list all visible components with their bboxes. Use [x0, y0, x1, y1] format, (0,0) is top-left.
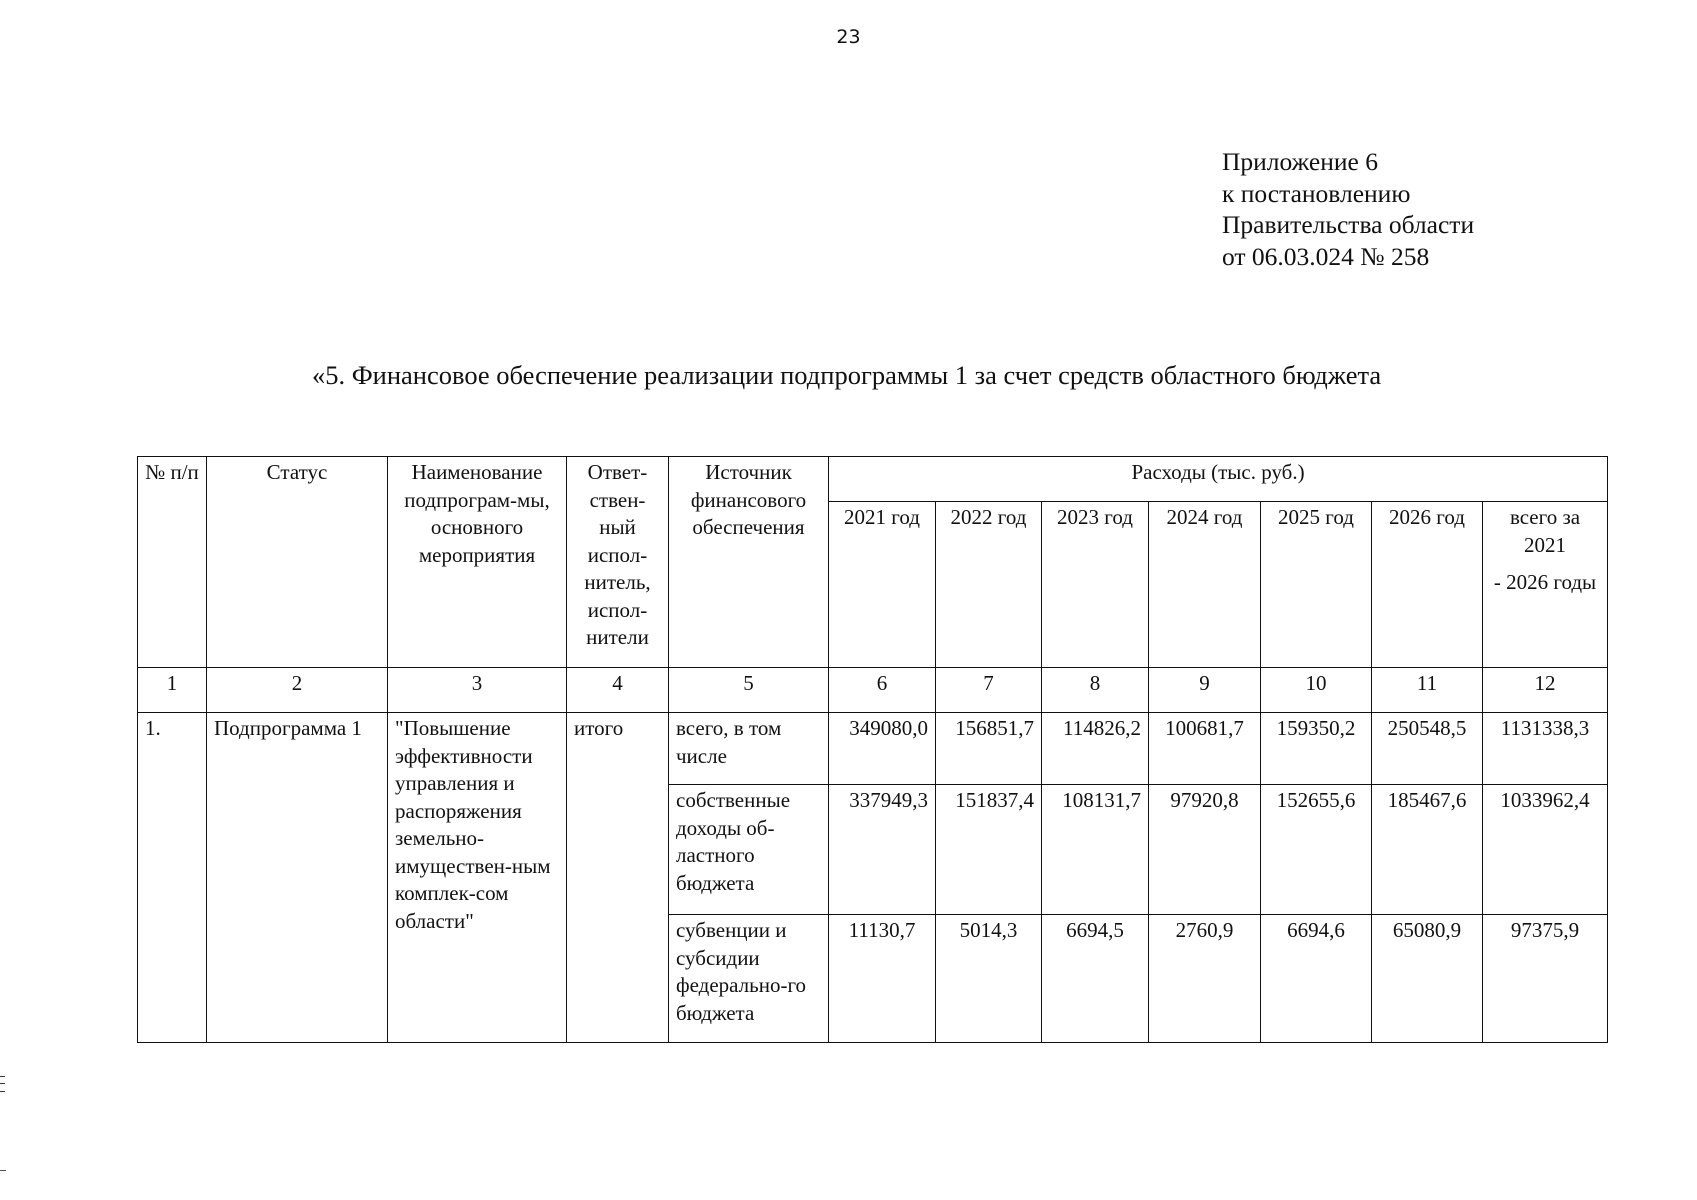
- row-value: 349080,0: [829, 713, 936, 785]
- row-value: 114826,2: [1042, 713, 1149, 785]
- row-value: 185467,6: [1372, 785, 1483, 915]
- column-number: 9: [1149, 668, 1261, 713]
- appendix-block: [1222, 146, 1474, 272]
- header-year: 2022 год: [936, 502, 1042, 668]
- appendix-line: Правительства области: [1222, 210, 1475, 239]
- column-number: 1: [138, 668, 207, 713]
- row-value: 65080,9: [1372, 915, 1483, 1043]
- header-year: 2025 год: [1261, 502, 1372, 668]
- financing-table: [137, 456, 1608, 1043]
- header-year: 2021 год: [829, 502, 936, 668]
- header-status: Статус: [207, 457, 388, 668]
- column-number: 11: [1372, 668, 1483, 713]
- row-value: 250548,5: [1372, 713, 1483, 785]
- header-year: 2024 год: [1149, 502, 1261, 668]
- header-total-line: - 2026 годы: [1493, 570, 1597, 594]
- row-value: 337949,3: [829, 785, 936, 915]
- column-number: 8: [1042, 668, 1149, 713]
- header-expenses: Расходы (тыс. руб.): [829, 457, 1608, 502]
- row-status: Подпрограмма 1: [207, 713, 388, 1043]
- row-value: 1033962,4: [1483, 785, 1608, 915]
- row-value: 97920,8: [1149, 785, 1261, 915]
- page-number: 23: [836, 26, 861, 48]
- row-value: 11130,7: [829, 915, 936, 1043]
- row-value: 108131,7: [1042, 785, 1149, 915]
- row-source: субвенции и субсидии федерально-го бюджета: [669, 915, 829, 1043]
- appendix-line: к постановлению: [1222, 178, 1411, 208]
- column-number: 10: [1261, 668, 1372, 713]
- header-year: 2023 год: [1042, 502, 1149, 668]
- header-total-line: всего за 2021: [1509, 505, 1581, 557]
- row-value: 6694,6: [1261, 915, 1372, 1043]
- row-value: 151837,4: [936, 785, 1042, 915]
- column-number: 7: [936, 668, 1042, 713]
- row-value: 2760,9: [1149, 915, 1261, 1043]
- row-value: 6694,5: [1042, 915, 1149, 1043]
- row-value: 156851,7: [936, 713, 1042, 785]
- header-name: Наименование подпрограм-мы, основного мероприятия: [388, 457, 567, 668]
- column-number: 2: [207, 668, 388, 713]
- column-number: 12: [1483, 668, 1608, 713]
- header-executor: Ответ-ствен-ный испол-нитель, испол-нители: [567, 457, 669, 668]
- row-source: собственные доходы об-ластного бюджета: [669, 785, 829, 915]
- header-row: [138, 457, 1608, 502]
- header-total: [1483, 502, 1608, 668]
- header-year: 2026 год: [1372, 502, 1483, 668]
- row-num: 1.: [138, 713, 207, 1043]
- column-number: 6: [829, 668, 936, 713]
- column-numbers-row: [138, 668, 1608, 713]
- row-name: "Повышение эффективности управления и распоряжения земельно-имуществен-ным комплек-сом области": [388, 713, 567, 1043]
- appendix-line: Приложение 6: [1222, 147, 1378, 176]
- appendix-line: от 06.03.024 № 258: [1222, 241, 1430, 271]
- row-value: 5014,3: [936, 915, 1042, 1043]
- table-row: [138, 713, 1608, 785]
- column-number: 4: [567, 668, 669, 713]
- row-executor: итого: [567, 713, 669, 1043]
- row-source: всего, в том числе: [669, 713, 829, 785]
- row-value: 159350,2: [1261, 713, 1372, 785]
- row-value: 1131338,3: [1483, 713, 1608, 785]
- document-title: «5. Финансовое обеспечение реализации подпрограммы 1 за счет средств областного бюджета: [312, 360, 1382, 390]
- margin-tick: [0, 1170, 6, 1171]
- margin-mark: [0, 1076, 5, 1092]
- header-num: № п/п: [138, 457, 207, 668]
- row-value: 97375,9: [1483, 915, 1608, 1043]
- column-number: 3: [388, 668, 567, 713]
- row-value: 152655,6: [1261, 785, 1372, 915]
- column-number: 5: [669, 668, 829, 713]
- row-value: 100681,7: [1149, 713, 1261, 785]
- header-source: Источник финансового обеспечения: [669, 457, 829, 668]
